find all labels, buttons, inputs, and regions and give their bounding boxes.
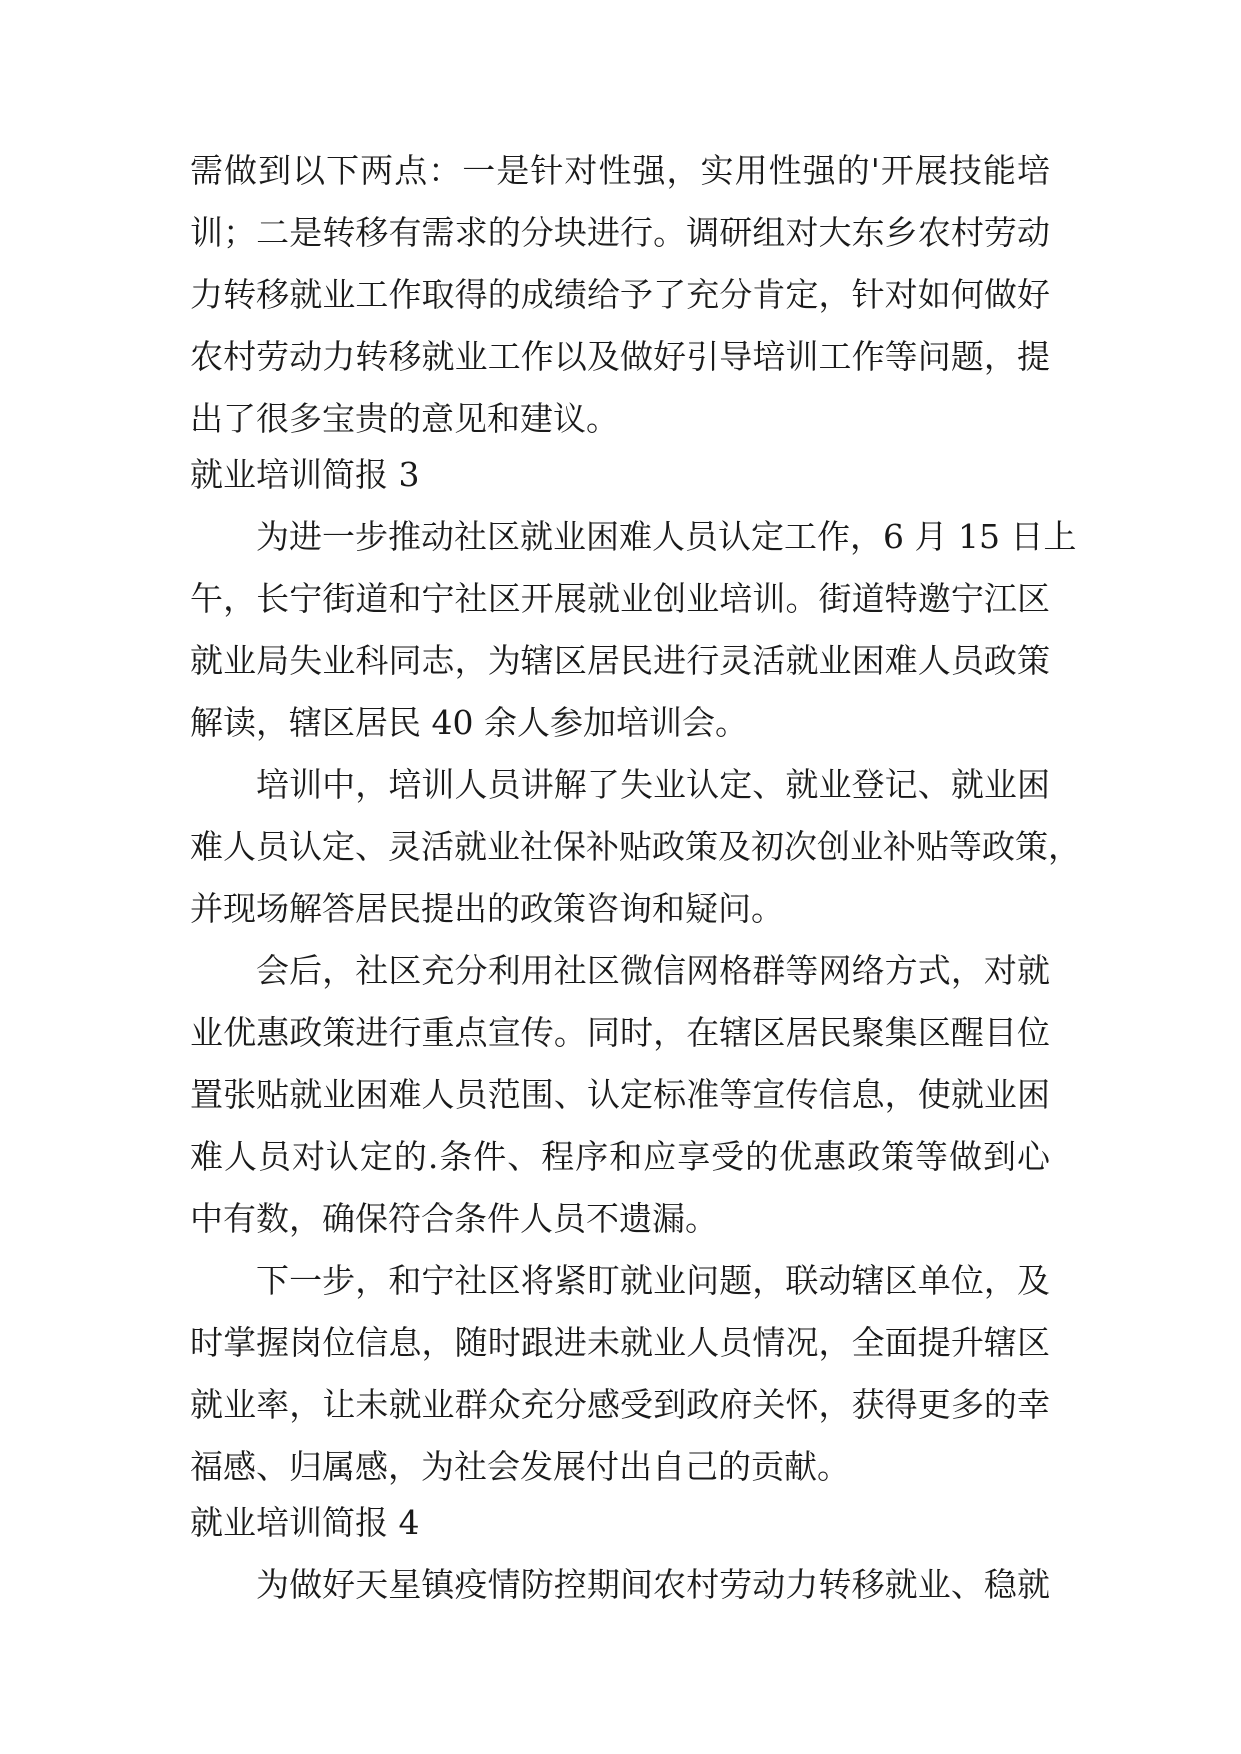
paragraph-line: 出了很多宝贵的意见和建议。 <box>190 399 619 438</box>
paragraph-line: 农村劳动力转移就业工作以及做好引导培训工作等问题，提 <box>190 337 1050 376</box>
paragraph-line: 时掌握岗位信息，随时跟进未就业人员情况，全面提升辖区 <box>190 1323 1050 1362</box>
paragraph-line: 中有数，确保符合条件人员不遗漏。 <box>190 1199 718 1238</box>
paragraph-line: 就业局失业科同志，为辖区居民进行灵活就业困难人员政策 <box>190 641 1050 680</box>
paragraph-line: 需做到以下两点：一是针对性强，实用性强的'开展技能培 <box>190 151 1050 190</box>
paragraph-line: 为做好天星镇疫情防控期间农村劳动力转移就业、稳就 <box>256 1565 1050 1604</box>
paragraph-line: 难人员认定、灵活就业社保补贴政策及初次创业补贴等政策， <box>190 827 1081 866</box>
paragraph-line: 福感、归属感，为社会发展付出自己的贡献。 <box>190 1447 850 1486</box>
paragraph-line: 下一步，和宁社区将紧盯就业问题，联动辖区单位，及 <box>256 1261 1050 1300</box>
paragraph-line: 培训中，培训人员讲解了失业认定、就业登记、就业困 <box>256 765 1050 804</box>
paragraph-line: 解读，辖区居民 40 余人参加培训会。 <box>190 703 748 742</box>
section-heading: 就业培训简报 3 <box>190 455 420 494</box>
paragraph-line: 会后，社区充分利用社区微信网格群等网络方式，对就 <box>256 951 1050 990</box>
paragraph-line: 为进一步推动社区就业困难人员认定工作，6 月 15 日上 <box>256 517 1077 556</box>
paragraph-line: 午，长宁街道和宁社区开展就业创业培训。街道特邀宁江区 <box>190 579 1050 618</box>
paragraph-line: 力转移就业工作取得的成绩给予了充分肯定，针对如何做好 <box>190 275 1050 314</box>
paragraph-line: 业优惠政策进行重点宣传。同时，在辖区居民聚集区醒目位 <box>190 1013 1050 1052</box>
section-heading: 就业培训简报 4 <box>190 1503 420 1542</box>
paragraph-line: 就业率，让未就业群众充分感受到政府关怀，获得更多的幸 <box>190 1385 1050 1424</box>
paragraph-line: 训；二是转移有需求的分块进行。调研组对大东乡农村劳动 <box>190 213 1050 252</box>
paragraph-line: 难人员对认定的.条件、程序和应享受的优惠政策等做到心 <box>190 1137 1050 1176</box>
paragraph-line: 并现场解答居民提出的政策咨询和疑问。 <box>190 889 784 928</box>
paragraph-line: 置张贴就业困难人员范围、认定标准等宣传信息，使就业困 <box>190 1075 1050 1114</box>
